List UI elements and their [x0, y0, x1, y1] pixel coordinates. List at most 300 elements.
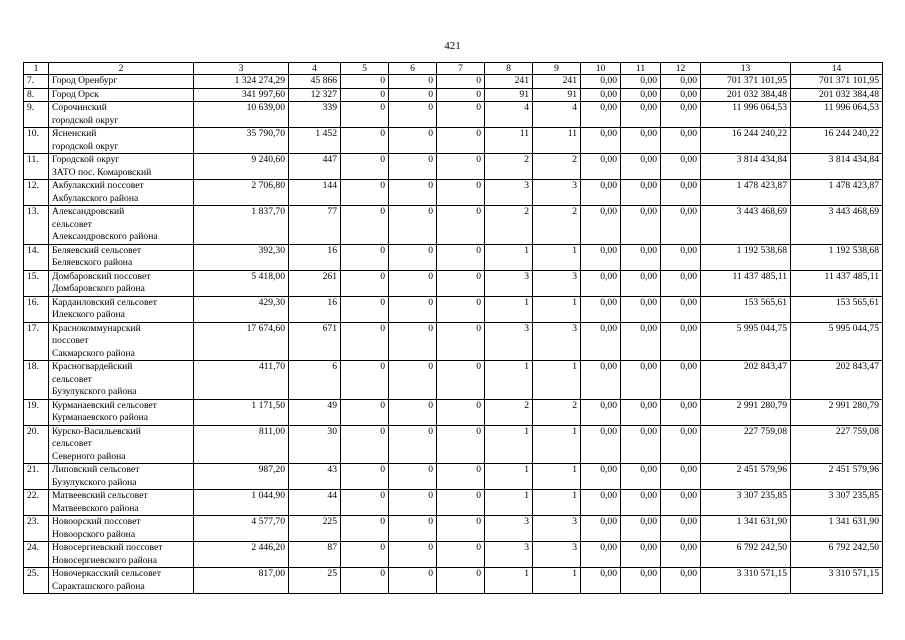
cell-c4: 261 — [289, 270, 341, 296]
cell-c9: 3 — [533, 180, 581, 206]
cell-c7: 0 — [437, 180, 485, 206]
municipality-name — [49, 296, 194, 322]
table-row — [24, 154, 883, 180]
municipality-name-line: Матвеевский сельсовет — [52, 490, 148, 501]
cell-c12: 0,00 — [661, 464, 701, 490]
cell-c9: 2 — [533, 206, 581, 245]
table-row — [24, 88, 883, 102]
cell-c11: 0,00 — [621, 542, 661, 568]
cell-c8: 2 — [485, 154, 533, 180]
column-header: 14 — [791, 63, 883, 75]
municipality-name-line: ЗАТО пос. Комаровский — [52, 166, 152, 178]
cell-c12: 0,00 — [661, 244, 701, 270]
municipality-name-line: Александровского района — [52, 231, 158, 242]
cell-c13: 6 792 242,50 — [701, 542, 791, 568]
cell-c11: 0,00 — [621, 270, 661, 296]
cell-c13: 11 996 064,53 — [701, 102, 791, 128]
cell-c3: 1 044,90 — [194, 490, 289, 516]
cell-c9: 241 — [533, 75, 581, 89]
table-row — [24, 399, 883, 425]
cell-c13: 3 814 434,84 — [701, 154, 791, 180]
cell-c9: 1 — [533, 361, 581, 400]
cell-c12: 0,00 — [661, 490, 701, 516]
cell-c14: 201 032 384,48 — [791, 88, 883, 102]
cell-c4: 30 — [289, 425, 341, 464]
cell-c10: 0,00 — [581, 490, 621, 516]
cell-c9: 2 — [533, 399, 581, 425]
municipality-name-line: Сорочинский — [52, 102, 107, 113]
municipality-name — [49, 516, 194, 542]
municipality-name-line: Новочеркасский сельсовет — [52, 568, 162, 579]
row-number: 11. — [24, 154, 49, 180]
cell-c10: 0,00 — [581, 180, 621, 206]
cell-c5: 0 — [341, 244, 389, 270]
cell-c10: 0,00 — [581, 128, 621, 154]
cell-c12: 0,00 — [661, 516, 701, 542]
cell-c7: 0 — [437, 244, 485, 270]
cell-c3: 429,30 — [194, 296, 289, 322]
municipality-name-line: Курманаевского района — [52, 412, 149, 423]
municipality-name — [49, 425, 194, 464]
cell-c11: 0,00 — [621, 399, 661, 425]
municipality-name-line: Саракташского района — [52, 580, 145, 592]
row-number: 7. — [24, 75, 49, 89]
municipality-name-line: городской округ — [52, 114, 119, 126]
cell-c3: 17 674,60 — [194, 322, 289, 361]
municipality-name-line: сельсовет — [52, 373, 92, 385]
cell-c9: 4 — [533, 102, 581, 128]
municipality-name — [49, 206, 194, 245]
cell-c9: 91 — [533, 88, 581, 102]
cell-c11: 0,00 — [621, 464, 661, 490]
municipality-name-line: Домбаровский поссовет — [52, 270, 151, 282]
municipality-name — [49, 464, 194, 490]
municipality-name-line: Матвеевского района — [52, 502, 139, 514]
cell-c12: 0,00 — [661, 102, 701, 128]
cell-c6: 0 — [389, 88, 437, 102]
column-header: 13 — [701, 63, 791, 75]
cell-c8: 2 — [485, 399, 533, 425]
cell-c3: 987,20 — [194, 464, 289, 490]
municipality-name — [49, 88, 194, 102]
row-number: 18. — [24, 361, 49, 400]
municipality-name-line: Городской округ — [52, 154, 120, 165]
cell-c8: 1 — [485, 568, 533, 594]
municipality-name — [49, 399, 194, 425]
cell-c11: 0,00 — [621, 296, 661, 322]
cell-c9: 11 — [533, 128, 581, 154]
row-number: 8. — [24, 88, 49, 102]
table-row — [24, 180, 883, 206]
column-number-row — [24, 63, 883, 75]
cell-c14: 1 192 538,68 — [791, 244, 883, 270]
cell-c11: 0,00 — [621, 128, 661, 154]
cell-c6: 0 — [389, 322, 437, 361]
cell-c6: 0 — [389, 361, 437, 400]
cell-c3: 392,30 — [194, 244, 289, 270]
cell-c3: 411,70 — [194, 361, 289, 400]
cell-c7: 0 — [437, 542, 485, 568]
cell-c13: 11 437 485,11 — [701, 270, 791, 296]
cell-c5: 0 — [341, 270, 389, 296]
cell-c5: 0 — [341, 399, 389, 425]
cell-c3: 10 639,00 — [194, 102, 289, 128]
municipality-name — [49, 102, 194, 128]
cell-c8: 2 — [485, 206, 533, 245]
cell-c3: 2 706,80 — [194, 180, 289, 206]
row-number: 24. — [24, 542, 49, 568]
column-header: 11 — [621, 63, 661, 75]
cell-c8: 3 — [485, 322, 533, 361]
cell-c10: 0,00 — [581, 206, 621, 245]
cell-c10: 0,00 — [581, 322, 621, 361]
cell-c11: 0,00 — [621, 180, 661, 206]
cell-c8: 3 — [485, 516, 533, 542]
cell-c10: 0,00 — [581, 361, 621, 400]
cell-c5: 0 — [341, 542, 389, 568]
cell-c5: 0 — [341, 128, 389, 154]
cell-c10: 0,00 — [581, 296, 621, 322]
cell-c7: 0 — [437, 425, 485, 464]
cell-c11: 0,00 — [621, 88, 661, 102]
cell-c9: 1 — [533, 244, 581, 270]
cell-c12: 0,00 — [661, 425, 701, 464]
cell-c5: 0 — [341, 568, 389, 594]
cell-c5: 0 — [341, 102, 389, 128]
cell-c14: 2 991 280,79 — [791, 399, 883, 425]
row-number: 22. — [24, 490, 49, 516]
municipality-name-line: Красногвардейский — [52, 361, 133, 372]
cell-c14: 3 814 434,84 — [791, 154, 883, 180]
cell-c10: 0,00 — [581, 244, 621, 270]
cell-c11: 0,00 — [621, 361, 661, 400]
cell-c10: 0,00 — [581, 542, 621, 568]
cell-c8: 3 — [485, 270, 533, 296]
cell-c12: 0,00 — [661, 128, 701, 154]
table-row — [24, 270, 883, 296]
cell-c14: 3 443 468,69 — [791, 206, 883, 245]
cell-c3: 1 171,50 — [194, 399, 289, 425]
cell-c4: 671 — [289, 322, 341, 361]
cell-c12: 0,00 — [661, 399, 701, 425]
cell-c9: 3 — [533, 516, 581, 542]
cell-c13: 5 995 044,75 — [701, 322, 791, 361]
cell-c6: 0 — [389, 270, 437, 296]
column-header: 1 — [24, 63, 49, 75]
cell-c6: 0 — [389, 154, 437, 180]
municipality-name-line: Город Орск — [52, 88, 99, 100]
cell-c13: 2 451 579,96 — [701, 464, 791, 490]
cell-c6: 0 — [389, 128, 437, 154]
row-number: 16. — [24, 296, 49, 322]
cell-c7: 0 — [437, 102, 485, 128]
cell-c7: 0 — [437, 128, 485, 154]
cell-c8: 91 — [485, 88, 533, 102]
cell-c8: 11 — [485, 128, 533, 154]
cell-c4: 77 — [289, 206, 341, 245]
cell-c11: 0,00 — [621, 568, 661, 594]
municipality-name — [49, 244, 194, 270]
row-number: 19. — [24, 399, 49, 425]
row-number: 14. — [24, 244, 49, 270]
page-number: 421 — [444, 40, 461, 52]
cell-c14: 11 996 064,53 — [791, 102, 883, 128]
cell-c7: 0 — [437, 464, 485, 490]
cell-c7: 0 — [437, 75, 485, 89]
municipality-name-line: Акбулакский поссовет — [52, 180, 144, 191]
row-number: 25. — [24, 568, 49, 594]
table-row — [24, 516, 883, 542]
cell-c14: 6 792 242,50 — [791, 542, 883, 568]
municipality-name — [49, 154, 194, 180]
municipality-name-line: Сакмарского района — [52, 347, 135, 359]
municipality-name-line: Северного района — [52, 450, 126, 462]
cell-c5: 0 — [341, 75, 389, 89]
cell-c7: 0 — [437, 516, 485, 542]
cell-c12: 0,00 — [661, 75, 701, 89]
municipality-name — [49, 128, 194, 154]
cell-c9: 1 — [533, 296, 581, 322]
table-row — [24, 425, 883, 464]
cell-c7: 0 — [437, 322, 485, 361]
cell-c11: 0,00 — [621, 516, 661, 542]
cell-c7: 0 — [437, 270, 485, 296]
cell-c4: 16 — [289, 244, 341, 270]
cell-c4: 44 — [289, 490, 341, 516]
cell-c5: 0 — [341, 206, 389, 245]
cell-c11: 0,00 — [621, 102, 661, 128]
cell-c12: 0,00 — [661, 180, 701, 206]
row-number: 12. — [24, 180, 49, 206]
cell-c13: 1 192 538,68 — [701, 244, 791, 270]
table-row — [24, 244, 883, 270]
table-row — [24, 128, 883, 154]
cell-c8: 4 — [485, 102, 533, 128]
cell-c4: 25 — [289, 568, 341, 594]
cell-c8: 1 — [485, 361, 533, 400]
cell-c12: 0,00 — [661, 322, 701, 361]
cell-c14: 1 478 423,87 — [791, 180, 883, 206]
cell-c14: 16 244 240,22 — [791, 128, 883, 154]
municipality-name-line: Липовский сельсовет — [52, 464, 140, 475]
cell-c12: 0,00 — [661, 296, 701, 322]
cell-c14: 3 307 235,85 — [791, 490, 883, 516]
table-row — [24, 464, 883, 490]
cell-c6: 0 — [389, 180, 437, 206]
municipality-name-line: Новосергиевский поссовет — [52, 542, 163, 553]
cell-c4: 43 — [289, 464, 341, 490]
column-header: 2 — [49, 63, 194, 75]
cell-c8: 241 — [485, 75, 533, 89]
cell-c13: 3 307 235,85 — [701, 490, 791, 516]
table-row — [24, 102, 883, 128]
cell-c10: 0,00 — [581, 154, 621, 180]
cell-c6: 0 — [389, 244, 437, 270]
cell-c3: 35 790,70 — [194, 128, 289, 154]
cell-c6: 0 — [389, 75, 437, 89]
table-row — [24, 75, 883, 89]
cell-c11: 0,00 — [621, 490, 661, 516]
cell-c14: 11 437 485,11 — [791, 270, 883, 296]
cell-c14: 701 371 101,95 — [791, 75, 883, 89]
cell-c5: 0 — [341, 322, 389, 361]
cell-c4: 144 — [289, 180, 341, 206]
cell-c12: 0,00 — [661, 568, 701, 594]
column-header: 3 — [194, 63, 289, 75]
cell-c5: 0 — [341, 425, 389, 464]
column-header: 7 — [437, 63, 485, 75]
cell-c8: 1 — [485, 490, 533, 516]
column-header: 5 — [341, 63, 389, 75]
municipality-name-line: поссовет — [52, 335, 89, 346]
cell-c9: 1 — [533, 490, 581, 516]
municipality-name-line: Кардаиловский сельсовет — [52, 296, 157, 308]
municipality-name — [49, 361, 194, 400]
cell-c9: 1 — [533, 568, 581, 594]
cell-c11: 0,00 — [621, 322, 661, 361]
cell-c7: 0 — [437, 206, 485, 245]
cell-c7: 0 — [437, 361, 485, 400]
cell-c8: 1 — [485, 425, 533, 464]
cell-c14: 202 843,47 — [791, 361, 883, 400]
row-number: 23. — [24, 516, 49, 542]
cell-c14: 3 310 571,15 — [791, 568, 883, 594]
column-header: 8 — [485, 63, 533, 75]
cell-c4: 447 — [289, 154, 341, 180]
row-number: 9. — [24, 102, 49, 128]
municipality-name — [49, 542, 194, 568]
cell-c7: 0 — [437, 154, 485, 180]
cell-c11: 0,00 — [621, 244, 661, 270]
cell-c7: 0 — [437, 88, 485, 102]
cell-c8: 1 — [485, 296, 533, 322]
table-row — [24, 542, 883, 568]
row-number: 20. — [24, 425, 49, 464]
cell-c3: 9 240,60 — [194, 154, 289, 180]
cell-c12: 0,00 — [661, 206, 701, 245]
municipality-name-line: Курско-Васильевский — [52, 425, 141, 437]
municipality-name-line: Краснокоммунарский — [52, 322, 141, 334]
cell-c5: 0 — [341, 88, 389, 102]
cell-c5: 0 — [341, 464, 389, 490]
column-header: 4 — [289, 63, 341, 75]
cell-c4: 45 866 — [289, 75, 341, 89]
cell-c9: 3 — [533, 270, 581, 296]
cell-c13: 2 991 280,79 — [701, 399, 791, 425]
row-number: 17. — [24, 322, 49, 361]
cell-c10: 0,00 — [581, 464, 621, 490]
municipality-name-line: Акбулакского района — [52, 192, 139, 204]
municipality-name — [49, 75, 194, 89]
municipality-name-line: Бузулукского района — [52, 386, 137, 397]
cell-c6: 0 — [389, 464, 437, 490]
cell-c13: 16 244 240,22 — [701, 128, 791, 154]
cell-c13: 3 310 571,15 — [701, 568, 791, 594]
cell-c12: 0,00 — [661, 154, 701, 180]
cell-c10: 0,00 — [581, 568, 621, 594]
cell-c10: 0,00 — [581, 270, 621, 296]
cell-c12: 0,00 — [661, 270, 701, 296]
cell-c4: 6 — [289, 361, 341, 400]
cell-c6: 0 — [389, 542, 437, 568]
cell-c9: 1 — [533, 464, 581, 490]
cell-c3: 1 324 274,29 — [194, 75, 289, 89]
municipality-name-line: городской округ — [52, 140, 119, 152]
municipality-name-line: Курманаевский сельсовет — [52, 399, 157, 411]
row-number: 15. — [24, 270, 49, 296]
cell-c13: 1 478 423,87 — [701, 180, 791, 206]
cell-c7: 0 — [437, 568, 485, 594]
cell-c3: 811,00 — [194, 425, 289, 464]
cell-c3: 4 577,70 — [194, 516, 289, 542]
municipality-name-line: Домбаровского района — [52, 283, 145, 294]
municipality-name — [49, 490, 194, 516]
cell-c6: 0 — [389, 399, 437, 425]
cell-c6: 0 — [389, 490, 437, 516]
municipality-name-line: Ясненский — [52, 128, 97, 139]
municipality-name-line: Новоорский поссовет — [52, 516, 141, 527]
municipality-name-line: Бузулукского района — [52, 476, 137, 488]
municipality-name-line: Новоорского района — [52, 528, 136, 540]
cell-c11: 0,00 — [621, 206, 661, 245]
cell-c10: 0,00 — [581, 516, 621, 542]
cell-c3: 5 418,00 — [194, 270, 289, 296]
cell-c5: 0 — [341, 296, 389, 322]
cell-c3: 817,00 — [194, 568, 289, 594]
municipality-name — [49, 322, 194, 361]
column-header: 9 — [533, 63, 581, 75]
cell-c4: 49 — [289, 399, 341, 425]
cell-c14: 227 759,08 — [791, 425, 883, 464]
cell-c14: 5 995 044,75 — [791, 322, 883, 361]
cell-c10: 0,00 — [581, 88, 621, 102]
cell-c4: 12 327 — [289, 88, 341, 102]
cell-c4: 225 — [289, 516, 341, 542]
cell-c9: 3 — [533, 542, 581, 568]
cell-c10: 0,00 — [581, 102, 621, 128]
cell-c13: 3 443 468,69 — [701, 206, 791, 245]
municipality-name — [49, 568, 194, 594]
cell-c6: 0 — [389, 102, 437, 128]
table-row — [24, 206, 883, 245]
row-number: 13. — [24, 206, 49, 245]
cell-c14: 1 341 631,90 — [791, 516, 883, 542]
cell-c13: 201 032 384,48 — [701, 88, 791, 102]
cell-c8: 3 — [485, 180, 533, 206]
cell-c3: 2 446,20 — [194, 542, 289, 568]
cell-c5: 0 — [341, 490, 389, 516]
cell-c7: 0 — [437, 399, 485, 425]
cell-c4: 16 — [289, 296, 341, 322]
cell-c13: 701 371 101,95 — [701, 75, 791, 89]
cell-c9: 3 — [533, 322, 581, 361]
cell-c11: 0,00 — [621, 75, 661, 89]
cell-c8: 3 — [485, 542, 533, 568]
cell-c7: 0 — [437, 490, 485, 516]
cell-c4: 87 — [289, 542, 341, 568]
municipality-name-line: Александровский — [52, 206, 125, 217]
table-row — [24, 322, 883, 361]
cell-c5: 0 — [341, 154, 389, 180]
municipality-name-line: Илекского района — [52, 309, 125, 320]
cell-c8: 1 — [485, 244, 533, 270]
row-number: 10. — [24, 128, 49, 154]
municipality-name-line: Город Оренбург — [52, 75, 118, 86]
cell-c6: 0 — [389, 296, 437, 322]
cell-c6: 0 — [389, 425, 437, 464]
cell-c3: 341 997,60 — [194, 88, 289, 102]
cell-c11: 0,00 — [621, 425, 661, 464]
